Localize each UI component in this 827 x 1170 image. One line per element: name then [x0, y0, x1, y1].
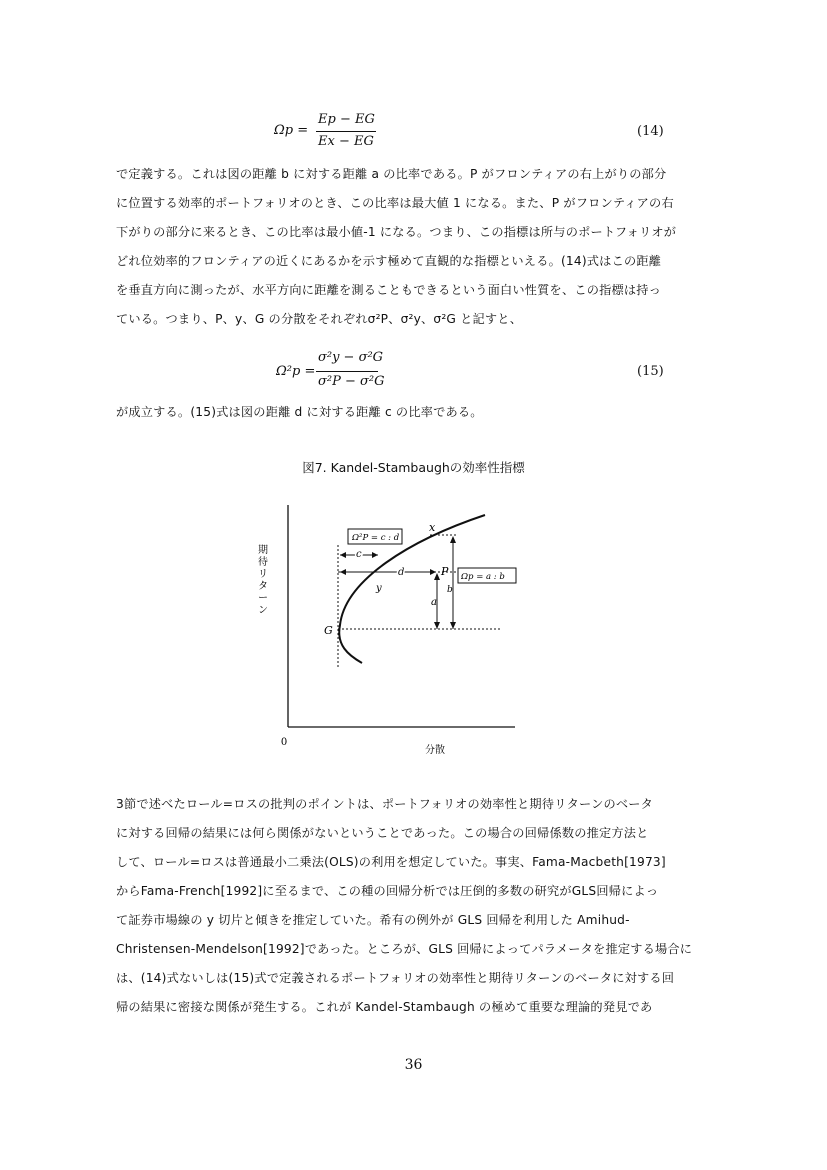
paragraph3-line: に対する回帰の結果には何ら関係がないということであった。この場合の回帰係数の推定方法と	[116, 826, 649, 840]
paragraph1-line: に位置する効率的ポートフォリオのとき、この比率は最大値 1 になる。また、P がフロンティアの右	[116, 196, 674, 210]
omega-box-text: Ωp = a : b	[461, 572, 505, 582]
point-label-p: P	[441, 565, 449, 578]
label-d: d	[398, 567, 405, 578]
point-label-y: y	[376, 583, 382, 594]
equation-15-fraction-bar	[316, 371, 378, 372]
equation-15-denominator: σ²P − σ²G	[318, 374, 385, 389]
equation-15-lhs: Ω²p =	[276, 364, 316, 379]
paragraph-3	[116, 790, 712, 1022]
x-axis-label: 分散	[425, 745, 445, 756]
label-a: a	[431, 597, 437, 608]
a-arrow-head-top	[434, 573, 440, 580]
equation-14-denominator: Ex − EG	[318, 134, 374, 149]
equation-15-numerator: σ²y − σ²G	[318, 350, 384, 365]
label-b: b	[447, 585, 453, 595]
paragraph1-line: ている。つまり、P、y、G の分散をそれぞれσ²P、σ²y、σ²G と記すと、	[116, 312, 523, 326]
b-arrow-head-top	[450, 536, 456, 543]
paragraph1-line: どれ位効率的フロンティアの近くにあるかを示す極めて直観的な指標といえる。(14)式はこの距離	[116, 254, 662, 268]
paragraph1-line: 下がりの部分に来るとき、この比率は最小値-1 になる。つまり、この指標は所与のポートフォリオが	[116, 225, 677, 239]
equation-14-lhs: Ωp =	[274, 123, 309, 138]
figure-7-diagram	[240, 495, 540, 765]
paragraph3-line: 帰の結果に密接な関係が発生する。これが Kandel-Stambaugh の極めて重要な理論的発見であ	[116, 1000, 653, 1014]
omega-squared-box-text: Ω²P = c : d	[352, 533, 400, 543]
equation-15-number: (15)	[637, 364, 664, 379]
equation-14-number: (14)	[637, 124, 664, 139]
equation-14-fraction-bar	[316, 131, 376, 132]
paragraph3-line: て証券市場線の y 切片と傾きを推定していた。希有の例外が GLS 回帰を利用した Amihud-	[116, 913, 630, 927]
equation-14-numerator: Ep − EG	[318, 112, 375, 127]
a-arrow-head-bottom	[434, 622, 440, 629]
d-arrow-head-right	[430, 569, 436, 575]
point-label-x: x	[429, 521, 436, 534]
paragraph3-line: して、ロール=ロスは普通最小二乗法(OLS)の利用を想定していた。事実、Fama-Macbeth[1973]	[116, 855, 666, 869]
d-arrow-head-left	[340, 569, 346, 575]
paragraph3-line: Christensen-Mendelson[1992]であった。ところが、GLS 回帰によってパラメータを推定する場合に	[116, 942, 693, 956]
y-axis-label	[258, 543, 268, 616]
origin-label: 0	[280, 737, 288, 748]
c-arrow-head-left	[340, 552, 346, 558]
paragraph-2	[116, 398, 712, 427]
b-arrow-head-bottom	[450, 622, 456, 629]
point-label-g: G	[324, 624, 333, 637]
paragraph1-line: で定義する。これは図の距離 b に対する距離 a の比率である。P がフロンティアの右上がりの部分	[116, 167, 667, 181]
paragraph3-line: からFama-French[1992]に至るまで、この種の回帰分析では圧倒的多数の研究がGLS回帰によっ	[116, 884, 659, 898]
c-arrow-head-right	[372, 552, 378, 558]
paragraph-2-text: が成立する。(15)式は図の距離 d に対する距離 c の比率である。	[116, 405, 483, 419]
label-c: c	[356, 549, 362, 560]
figure-caption: 図7. Kandel-Stambaughの効率性指標	[302, 460, 525, 475]
paragraph3-line: は、(14)式ないしは(15)式で定義されるポートフォリオの効率性と期待リターンのベータに対する回	[116, 971, 675, 985]
paragraph-1	[116, 160, 712, 334]
paragraph1-line: を垂直方向に測ったが、水平方向に距離を測ることもできるという面白い性質を、この指標は持っ	[116, 283, 662, 297]
paragraph3-line: 3節で述べたロール=ロスの批判のポイントは、ポートフォリオの効率性と期待リターンのベータ	[116, 797, 654, 811]
svg-text:期待リターン: 期待リターン	[258, 545, 268, 616]
page-number: 36	[404, 1057, 423, 1073]
